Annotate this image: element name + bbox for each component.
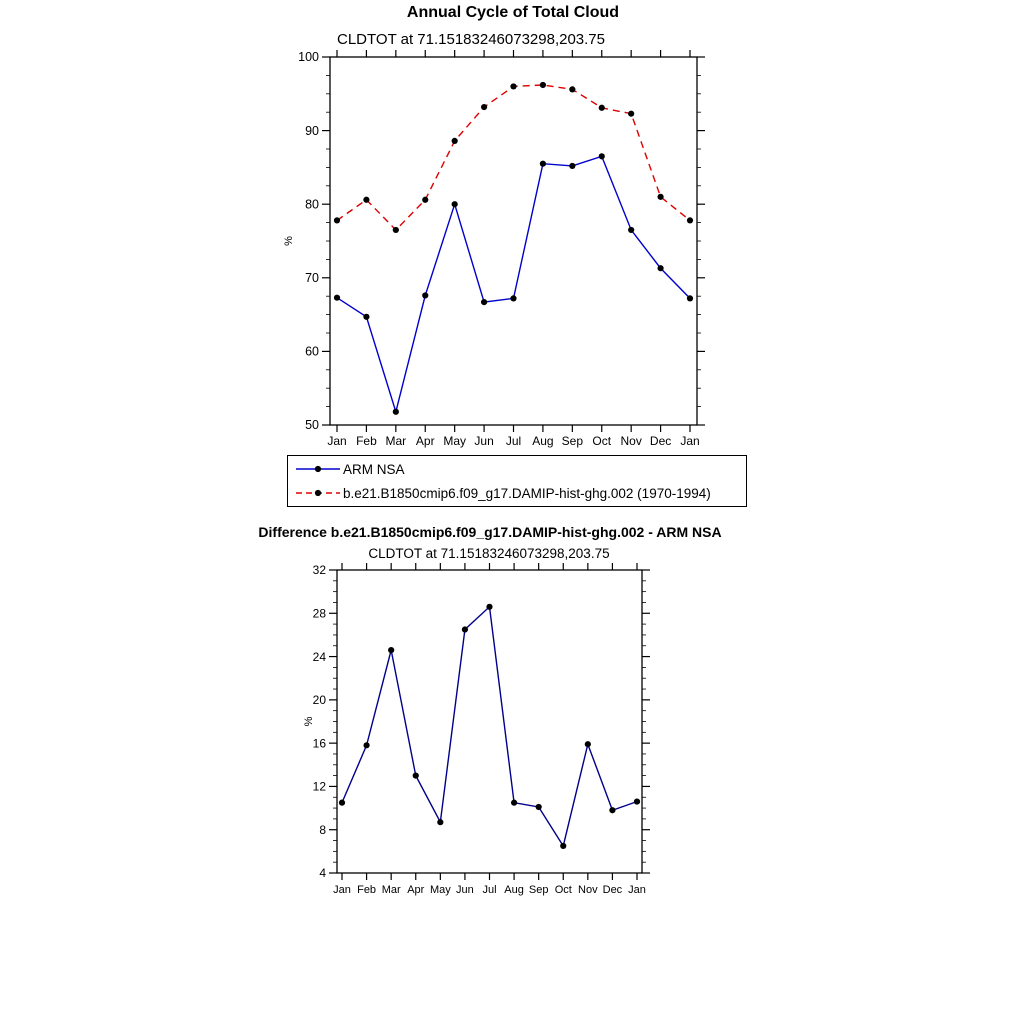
svg-text:Nov: Nov <box>578 884 598 896</box>
svg-text:4: 4 <box>319 866 326 881</box>
svg-text:16: 16 <box>312 736 326 751</box>
svg-text:Feb: Feb <box>356 434 377 448</box>
svg-text:70: 70 <box>305 271 319 285</box>
svg-text:Jun: Jun <box>456 884 474 896</box>
svg-text:Sep: Sep <box>561 434 584 448</box>
svg-text:Jul: Jul <box>482 884 497 896</box>
svg-text:Jun: Jun <box>474 434 494 448</box>
legend-line-sample-solid <box>295 463 341 475</box>
svg-text:Feb: Feb <box>357 884 377 896</box>
svg-text:Apr: Apr <box>415 434 435 448</box>
svg-text:Jan: Jan <box>680 434 700 448</box>
svg-text:20: 20 <box>312 693 326 708</box>
svg-text:%: % <box>283 236 295 246</box>
bottom-chart-subtitle: CLDTOT at 71.15183246073298,203.75 <box>368 546 610 561</box>
svg-text:Apr: Apr <box>407 884 425 896</box>
svg-text:28: 28 <box>312 606 326 621</box>
svg-text:50: 50 <box>305 418 319 433</box>
bottom-chart-title: Difference b.e21.B1850cmip6.f09_g17.DAMIP-hist-ghg.002 - ARM NSA <box>258 524 722 540</box>
svg-text:32: 32 <box>312 563 326 578</box>
svg-text:Dec: Dec <box>602 884 623 896</box>
svg-text:90: 90 <box>305 123 319 138</box>
top-chart-title: Annual Cycle of Total Cloud <box>406 4 620 21</box>
svg-text:Nov: Nov <box>620 434 642 448</box>
svg-text:8: 8 <box>319 822 326 837</box>
svg-text:80: 80 <box>305 197 319 212</box>
svg-text:100: 100 <box>298 50 319 65</box>
svg-text:Oct: Oct <box>554 884 572 896</box>
svg-text:Aug: Aug <box>504 884 524 896</box>
svg-text:60: 60 <box>305 344 319 359</box>
svg-text:Mar: Mar <box>381 884 401 896</box>
legend-line-sample-dashed <box>295 487 341 499</box>
svg-text:Jan: Jan <box>333 884 351 896</box>
svg-text:%: % <box>303 716 315 727</box>
svg-text:Sep: Sep <box>528 884 549 896</box>
legend-item-model <box>295 483 746 503</box>
svg-text:May: May <box>443 434 467 448</box>
svg-text:24: 24 <box>312 649 326 664</box>
top-chart-subtitle: CLDTOT at 71.15183246073298,203.75 <box>337 31 605 48</box>
svg-text:Jul: Jul <box>505 434 522 448</box>
svg-text:May: May <box>429 884 451 896</box>
svg-text:12: 12 <box>312 779 326 794</box>
svg-text:Jan: Jan <box>628 884 646 896</box>
svg-text:Aug: Aug <box>532 434 554 448</box>
legend-label-model: b.e21.B1850cmip6.f09_g17.DAMIP-hist-ghg.002 (1970-1994) <box>343 485 711 501</box>
legend-item-arm-nsa <box>295 459 746 479</box>
svg-text:Jan: Jan <box>327 434 347 448</box>
svg-text:Oct: Oct <box>592 434 612 448</box>
svg-text:Mar: Mar <box>385 434 407 448</box>
legend-label-arm-nsa: ARM NSA <box>343 461 405 477</box>
legend-box <box>287 455 747 507</box>
svg-text:Dec: Dec <box>649 434 672 448</box>
